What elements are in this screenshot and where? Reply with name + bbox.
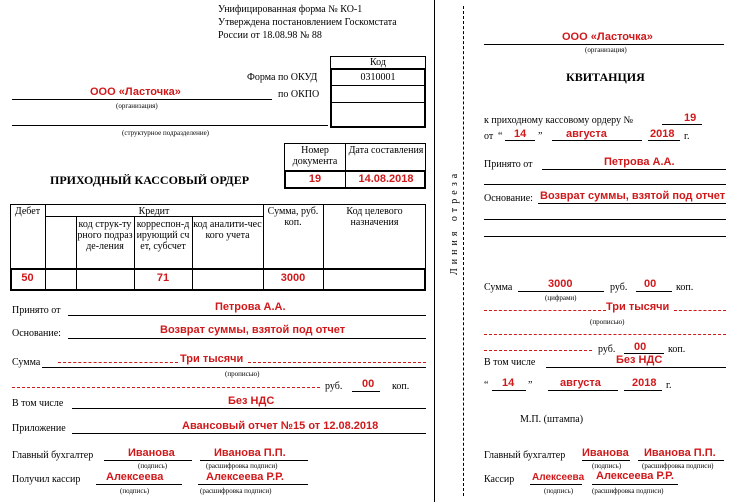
receipt-to-order: к приходному кассовому ордеру № (484, 115, 634, 126)
basis: Возврат суммы, взятой под отчет (160, 324, 346, 336)
receipt-year-2: 2018 (632, 377, 657, 389)
rub-label: руб. (325, 381, 343, 392)
debit-header: Дебет (14, 206, 41, 217)
receipt-year: 2018 (650, 128, 675, 140)
receipt-year-suffix-2: г. (666, 380, 672, 391)
receipt-month-2: августа (560, 377, 601, 389)
approved-label: Утверждена постановлением Госкомстата (218, 17, 397, 28)
receipt-chief-decode-caption: (расшифровка подписи) (642, 462, 714, 470)
row-corr: 71 (156, 272, 170, 284)
attachment: Авансовый отчет №15 от 12.08.2018 (182, 420, 379, 432)
receipt-chief-sign-caption: (подпись) (592, 462, 622, 470)
receipt-basis-label: Основание: (484, 193, 533, 204)
analytic-code-header: код аналити-ческого учета (193, 219, 262, 241)
okpo-label: по ОКПО (278, 89, 320, 100)
subdivision-caption: (структурное подразделение) (122, 129, 210, 137)
receipt-rub: руб. (610, 282, 628, 293)
receipt-sum-digits: 3000 (548, 278, 573, 290)
okud-value: 0310001 (360, 72, 396, 83)
chief-name: Иванова П.П. (214, 447, 286, 459)
receipt-chief-label: Главный бухгалтер (484, 450, 566, 461)
receipt-digits-caption: (цифрами) (545, 294, 577, 302)
receipt-cashier-sign-caption: (подпись) (544, 487, 574, 495)
receipt-cashier-name: Алексеева Р.Р. (596, 470, 674, 482)
incl-value: Без НДС (228, 395, 275, 407)
receipt-cashier-label: Кассир (484, 474, 515, 485)
receipt-words-caption: (прописью) (590, 318, 625, 326)
receipt-org: ООО «Ласточка» (562, 31, 653, 43)
receipt-chief-sign: Иванова (582, 447, 629, 459)
code-header: Код (330, 56, 426, 69)
receipt-title: КВИТАНЦИЯ (566, 70, 645, 84)
receipt-day-2: 14 (502, 377, 515, 389)
doc-number: 19 (308, 173, 322, 185)
chief-sign-caption: (подпись) (138, 462, 168, 470)
cut-line-label: Линия отреза (449, 169, 460, 275)
receipt-order-number: 19 (684, 112, 697, 124)
receipt-cashier-decode-caption: (расшифровка подписи) (592, 487, 664, 495)
receipt-incl-label: В том числе (484, 357, 536, 368)
org-name: ООО «Ласточка» (90, 86, 181, 98)
sum-words-caption: (прописью) (225, 370, 260, 378)
credit-header: Кредит (138, 206, 170, 217)
chief-label: Главный бухгалтер (12, 450, 94, 461)
doc-date: 14.08.2018 (358, 173, 414, 185)
struct-code-header: код струк-турного подразде-ления (77, 219, 133, 252)
receipt-kop-value: 00 (644, 278, 657, 290)
sum-words: Три тысячи (180, 353, 244, 365)
russia-label: России от 18.08.98 № 88 (218, 30, 322, 41)
receipt-chief-name: Иванова П.П. (644, 447, 716, 459)
receipt-basis: Возврат суммы, взятой под отчет (540, 190, 726, 202)
sum-label: Сумма (12, 357, 41, 368)
receipt-kop-value-2: 00 (634, 341, 647, 353)
cashier-label: Получил кассир (12, 474, 81, 485)
attachment-label: Приложение (12, 423, 66, 434)
receipt-incl: Без НДС (616, 354, 663, 366)
receipt-month: августа (566, 128, 607, 140)
unified-form-label: Унифицированная форма № КО-1 (218, 4, 363, 15)
doc-number-label: Номер документа (292, 145, 338, 167)
cashier-sign-caption: (подпись) (120, 487, 150, 495)
received-from-label: Принято от (12, 305, 61, 316)
row-sum: 3000 (280, 272, 306, 284)
purpose-code-header: Код целевого назначения (346, 206, 403, 228)
receipt-day: 14 (514, 128, 527, 140)
cashier-sign: Алексеева (106, 471, 164, 483)
incl-label: В том числе (12, 398, 64, 409)
receipt-kop: коп. (676, 282, 694, 293)
receipt-sum-label: Сумма (484, 282, 513, 293)
chief-decode-caption: (расшифровка подписи) (206, 462, 278, 470)
receipt-received-label: Принято от (484, 159, 533, 170)
date-label: Дата составления (348, 145, 424, 156)
corr-account-header: корреспон-дирующий счет, субсчет (136, 219, 190, 252)
receipt-from: от (484, 131, 494, 142)
cashier-decode-caption: (расшифровка подписи) (200, 487, 272, 495)
cashier-name: Алексеева Р.Р. (206, 471, 284, 483)
receipt-stamp: М.П. (штампа) (520, 414, 584, 425)
receipt-sum-words: Три тысячи (606, 301, 670, 313)
kop-value: 00 (362, 378, 375, 390)
receipt-rub-2: руб. (598, 344, 616, 355)
basis-label: Основание: (12, 328, 61, 339)
okud-label: Форма по ОКУД (247, 72, 318, 83)
entries-table-row (10, 268, 426, 291)
receipt-received-from: Петрова А.А. (604, 156, 675, 168)
receipt-cashier-sign: Алексеева (532, 472, 585, 483)
org-caption: (организация) (116, 102, 158, 110)
kop-label: коп. (392, 381, 410, 392)
receipt-year-suffix: г. (684, 131, 690, 142)
receipt-org-caption: (организация) (585, 46, 627, 54)
receipt-kop-2: коп. (668, 344, 686, 355)
received-from: Петрова А.А. (215, 301, 286, 313)
chief-sign: Иванова (128, 447, 175, 459)
row-debit: 50 (21, 272, 34, 284)
order-title: ПРИХОДНЫЙ КАССОВЫЙ ОРДЕР (50, 173, 250, 187)
sum-header: Сумма, руб. коп. (267, 206, 319, 228)
